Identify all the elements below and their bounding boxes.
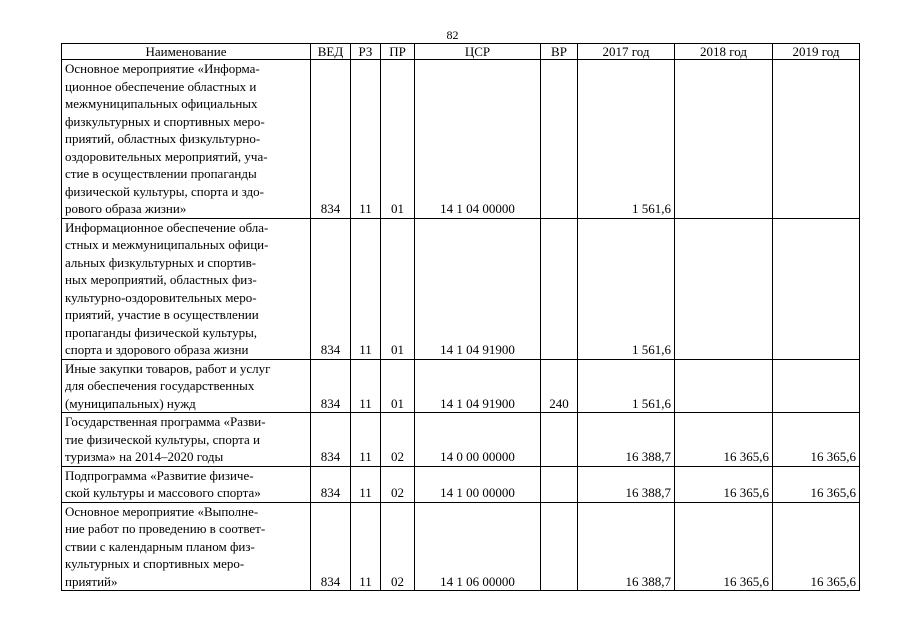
name-line: ской культуры и массового спорта» [65,485,261,500]
table-row [62,502,860,591]
name-line: (муниципальных) нужд [65,395,196,411]
cell-2017: 16 388,7 [578,466,675,502]
cell-ved: 834 [311,218,351,359]
cell-2017: 1 561,6 [578,60,675,219]
name-line: межмуниципальных официальных [65,96,258,111]
cell-name [62,359,311,413]
cell-name [62,413,311,467]
cell-2017: 1 561,6 [578,218,675,359]
cell-csr: 14 1 06 00000 [415,502,541,591]
name-line: Государственная программа «Разви- [65,414,266,429]
cell-2018: 16 365,6 [675,502,773,591]
cell-csr: 14 1 00 00000 [415,466,541,502]
name-line: альных физкультурных и спортив- [65,254,257,270]
cell-csr: 14 0 00 00000 [415,413,541,467]
name-line: ствии с календарным планом физ- [65,538,255,554]
cell-2019: 16 365,6 [773,466,860,502]
cell-rz: 11 [351,413,381,467]
cell-pr: 02 [381,466,415,502]
table-row [62,218,860,359]
budget-table [61,43,860,591]
cell-2019 [773,60,860,219]
cell-vr [541,218,578,359]
cell-rz: 11 [351,502,381,591]
cell-2017: 1 561,6 [578,359,675,413]
cell-pr: 01 [381,60,415,219]
cell-vr [541,502,578,591]
cell-ved: 834 [311,502,351,591]
cell-2018: 16 365,6 [675,466,773,502]
cell-2018 [675,60,773,219]
table-row [62,359,860,413]
header-name: Наименование [62,44,311,60]
cell-csr: 14 1 04 00000 [415,60,541,219]
name-line: спорта и здорового образа жизни [65,342,249,357]
table-row [62,466,860,502]
cell-name [62,466,311,502]
name-line: оздоровительных мероприятий, уча- [65,148,268,164]
name-line: Иные закупки товаров, работ и услуг [65,360,271,376]
name-line: для обеспечения государственных [65,378,255,393]
cell-ved: 834 [311,60,351,219]
cell-2017: 16 388,7 [578,502,675,591]
name-line: Информационное обеспечение обла- [65,219,269,235]
header-rz: РЗ [351,44,381,60]
cell-2017: 16 388,7 [578,413,675,467]
table-row [62,413,860,467]
name-line: пропаганды физической культуры, [65,324,258,340]
cell-csr: 14 1 04 91900 [415,359,541,413]
header-2017: 2017 год [578,44,675,60]
cell-csr: 14 1 04 91900 [415,218,541,359]
header-row [62,44,860,60]
cell-2018 [675,218,773,359]
cell-ved: 834 [311,413,351,467]
name-line: физкультурных и спортивных меро- [65,113,265,129]
name-line: приятий, областных физкультурно- [65,131,261,146]
cell-vr: 240 [541,359,578,413]
cell-name [62,502,311,591]
cell-name [62,60,311,219]
cell-rz: 11 [351,466,381,502]
name-line: ционное обеспечение областных и [65,78,257,94]
cell-2019 [773,218,860,359]
cell-pr: 02 [381,502,415,591]
cell-ved: 834 [311,466,351,502]
name-line: приятий» [65,573,118,589]
name-line: туризма» на 2014–2020 годы [65,449,224,464]
cell-rz: 11 [351,218,381,359]
table-body [62,60,860,591]
header-vr: ВР [541,44,578,60]
table-row [62,60,860,219]
cell-2018: 16 365,6 [675,413,773,467]
cell-2019: 16 365,6 [773,413,860,467]
cell-pr: 02 [381,413,415,467]
page-number: 82 [446,28,459,42]
cell-2019 [773,359,860,413]
name-line: стие в осуществлении пропаганды [65,166,257,181]
cell-2019: 16 365,6 [773,502,860,591]
name-line: ние работ по проведению в соответ- [65,521,266,536]
cell-vr [541,466,578,502]
cell-pr: 01 [381,359,415,413]
name-line: физической культуры, спорта и здо- [65,183,264,199]
name-line: Подпрограмма «Развитие физиче- [65,467,254,483]
cell-rz: 11 [351,60,381,219]
name-line: культурно-оздоровительных меро- [65,289,257,305]
name-line: приятий, участие в осуществлении [65,307,259,322]
header-ved: ВЕД [311,44,351,60]
cell-ved: 834 [311,359,351,413]
header-2018: 2018 год [675,44,773,60]
cell-2018 [675,359,773,413]
name-line: Основное мероприятие «Выполне- [65,503,259,519]
name-line: культурных и спортивных меро- [65,556,245,571]
header-pr: ПР [381,44,415,60]
cell-name [62,218,311,359]
cell-pr: 01 [381,218,415,359]
cell-vr [541,60,578,219]
name-line: рового образа жизни» [65,201,187,216]
name-line: Основное мероприятие «Информа- [65,61,260,76]
header-2019: 2019 год [773,44,860,60]
cell-vr [541,413,578,467]
name-line: стных и межмуниципальных офици- [65,237,269,252]
name-line: ных мероприятий, областных физ- [65,272,257,287]
cell-rz: 11 [351,359,381,413]
name-line: тие физической культуры, спорта и [65,431,260,447]
header-csr: ЦСР [415,44,541,60]
